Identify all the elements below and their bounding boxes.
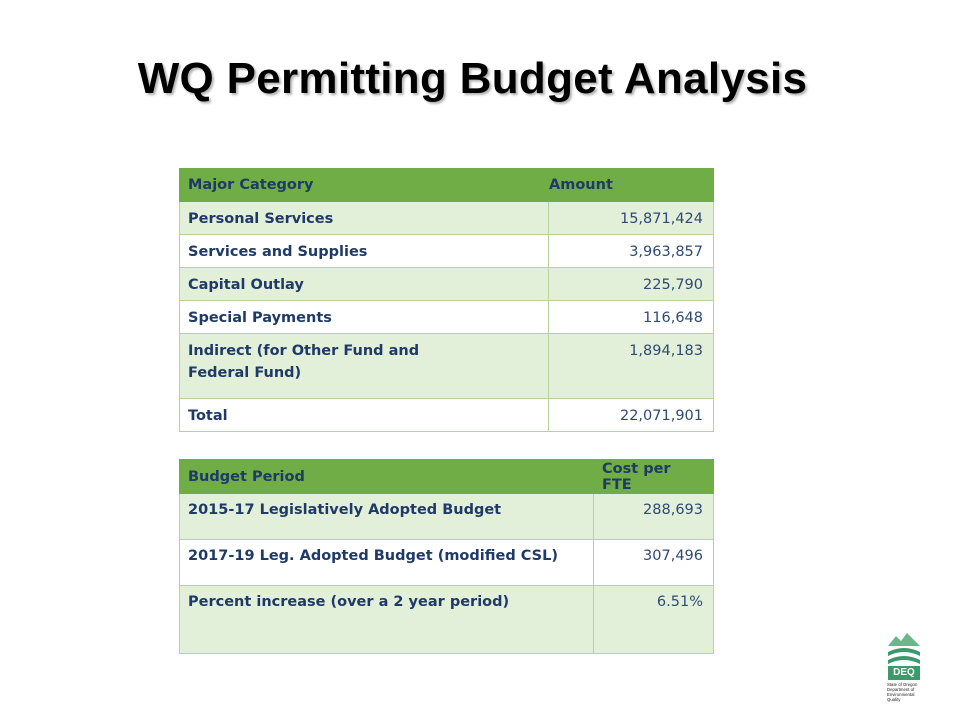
logo-subtext: State of Oregon Department of Environmental Quality bbox=[887, 682, 918, 702]
category-line: Federal Fund) bbox=[188, 365, 302, 381]
total-label: Total bbox=[188, 408, 228, 424]
period-cell: Percent increase (over a 2 year period) bbox=[188, 594, 510, 610]
category-cell bbox=[188, 334, 538, 384]
category-cell: Services and Supplies bbox=[188, 244, 368, 260]
category-cell: Special Payments bbox=[188, 310, 332, 326]
amount-cell: 15,871,424 bbox=[619, 211, 703, 227]
column-header-budget-period: Budget Period bbox=[180, 460, 594, 494]
cost-cell: 6.51% bbox=[656, 594, 703, 610]
period-cell: 2015-17 Legislatively Adopted Budget bbox=[188, 502, 502, 518]
mountain-logo-icon bbox=[886, 630, 922, 670]
column-header-cost-per-fte: Cost per FTE bbox=[594, 460, 714, 494]
category-cell: Capital Outlay bbox=[188, 277, 304, 293]
table-header-row bbox=[180, 460, 714, 494]
column-header-major-category: Major Category bbox=[180, 169, 549, 202]
table-row bbox=[180, 235, 714, 268]
major-category-table bbox=[179, 168, 714, 432]
amount-cell: 116,648 bbox=[643, 310, 703, 326]
table-row bbox=[180, 268, 714, 301]
table-row bbox=[180, 301, 714, 334]
cost-cell: 307,496 bbox=[643, 548, 703, 564]
table-row bbox=[180, 540, 714, 586]
category-cell: Personal Services bbox=[188, 211, 334, 227]
table-row bbox=[180, 334, 714, 399]
table-row bbox=[180, 494, 714, 540]
cost-cell: 288,693 bbox=[643, 502, 703, 518]
period-cell: 2017-19 Leg. Adopted Budget (modified CSL) bbox=[188, 548, 558, 564]
cost-per-fte-table bbox=[179, 459, 714, 654]
deq-logo bbox=[886, 630, 926, 706]
table-row-total bbox=[180, 399, 714, 432]
slide-title: WQ Permitting Budget Analysis bbox=[137, 54, 808, 103]
amount-cell: 225,790 bbox=[643, 277, 703, 293]
table-row bbox=[180, 202, 714, 235]
column-header-amount: Amount bbox=[549, 169, 714, 202]
total-amount: 22,071,901 bbox=[619, 408, 703, 424]
amount-cell: 3,963,857 bbox=[629, 244, 703, 260]
table-row bbox=[180, 586, 714, 654]
category-line: Indirect (for Other Fund and bbox=[188, 343, 420, 359]
table-header-row bbox=[180, 169, 714, 202]
logo-text: DEQ bbox=[888, 666, 920, 680]
amount-cell: 1,894,183 bbox=[629, 343, 703, 359]
